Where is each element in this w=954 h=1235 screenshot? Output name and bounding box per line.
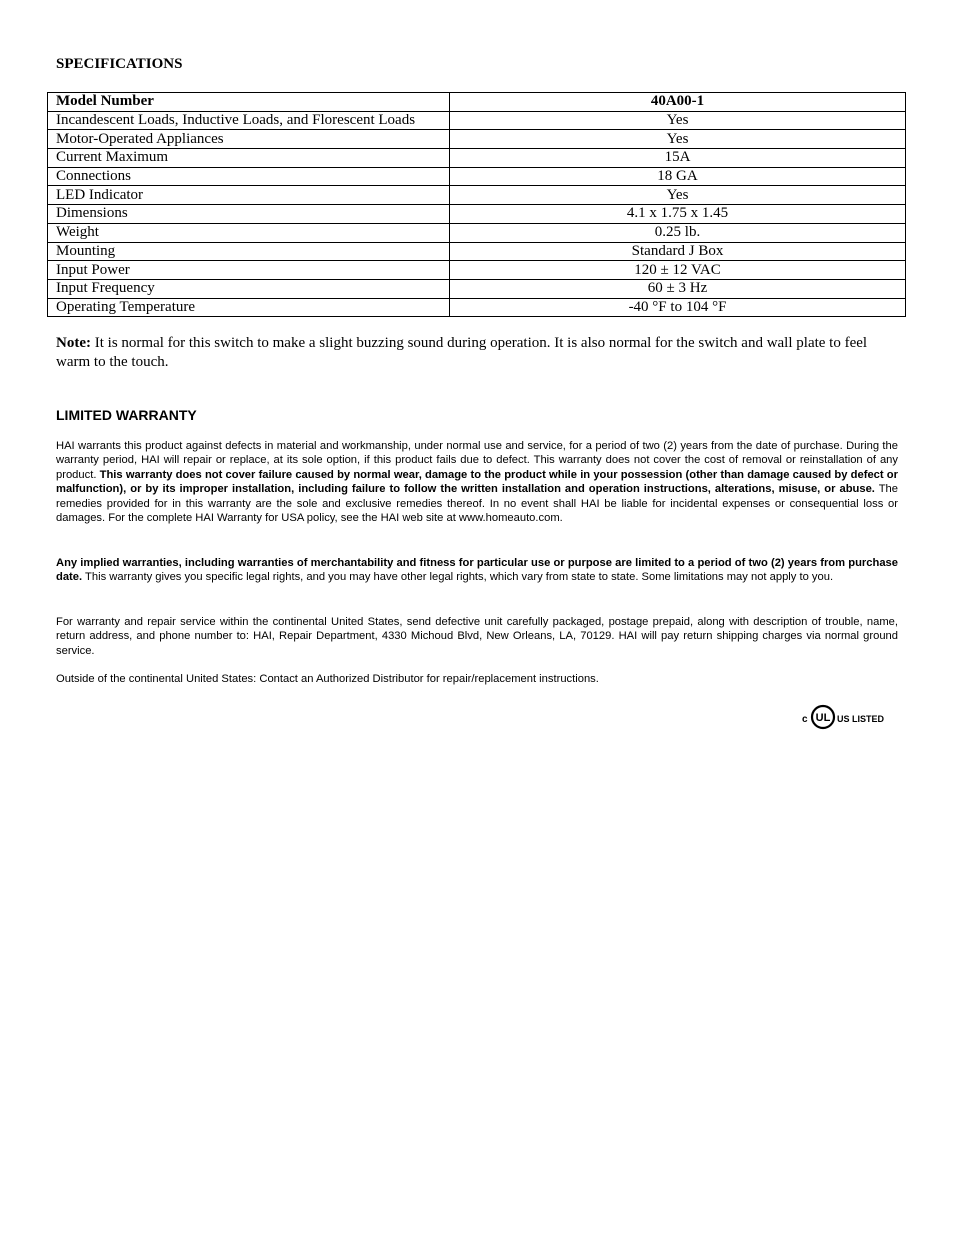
table-header-row (48, 93, 906, 112)
ul-us-listed-text: US LISTED (837, 714, 885, 724)
note-text: It is normal for this switch to make a slight buzzing sound during operation. It is also normal for the switch and wall plate to feel warm to the touch. (56, 335, 868, 370)
ul-center-mark: UL (815, 712, 831, 724)
spec-value: Standard J Box (450, 242, 906, 261)
specifications-table (47, 92, 906, 317)
table-row (48, 242, 906, 261)
spec-label: LED Indicator (48, 186, 450, 205)
ul-listed-mark-icon (802, 703, 888, 731)
spec-value: 0.25 lb. (450, 223, 906, 242)
spec-label: Motor-Operated Appliances (48, 130, 450, 149)
table-row (48, 298, 906, 317)
model-number-label: Model Number (48, 93, 450, 112)
warranty-p1-text-a: HAI warrants this product against defects in material and workmanship, under normal use and service, for a period of two (2) years from the date of purchase. During the warranty period, HAI will repair or replace, at its sole option, if this product fails due to defect. This warranty does not cover the cost of removal or reinstallation of any product. (56, 440, 898, 481)
spec-label: Mounting (48, 242, 450, 261)
warranty-p2-bold: Any implied warranties, including warranties of merchantability and fitness for particular use or purpose are limited to a period of two (2) years from purchase date. (56, 557, 898, 584)
spec-value: 60 ± 3 Hz (450, 279, 906, 298)
spec-value: Yes (450, 186, 906, 205)
spec-value: 4.1 x 1.75 x 1.45 (450, 205, 906, 224)
model-number-value: 40A00-1 (450, 93, 906, 112)
spec-label: Operating Temperature (48, 298, 450, 317)
table-row (48, 279, 906, 298)
ul-listed-logo (802, 703, 888, 731)
table-row (48, 111, 906, 130)
note-paragraph (56, 334, 896, 371)
ul-c-mark: c (802, 714, 808, 725)
table-row (48, 205, 906, 224)
warranty-paragraph-2 (56, 556, 898, 585)
spec-value: Yes (450, 130, 906, 149)
spec-label: Input Frequency (48, 279, 450, 298)
warranty-paragraph-4: Outside of the continental United States: Contact an Authorized Distributor for repair/replacement instructions. (56, 673, 599, 685)
specifications-heading: SPECIFICATIONS (56, 56, 183, 72)
spec-value: Yes (450, 111, 906, 130)
spec-label: Current Maximum (48, 149, 450, 168)
warranty-paragraph-1 (56, 439, 898, 525)
spec-label: Dimensions (48, 205, 450, 224)
table-row (48, 130, 906, 149)
warranty-p2-text: This warranty gives you specific legal rights, and you may have other legal rights, which vary from state to state. Some limitations may not apply to you. (82, 571, 834, 584)
warranty-paragraph-3: For warranty and repair service within the continental United States, send defective unit carefully packaged, postage prepaid, along with description of trouble, name, return address, and phone number to: HAI, Repair Department, 4330 Michoud Blvd, New Orleans, LA, 70129. HAI will pay return shipping charges via normal ground service. (56, 616, 898, 657)
spec-label: Input Power (48, 261, 450, 280)
note-label: Note: (56, 335, 91, 351)
table-row (48, 186, 906, 205)
spec-label: Weight (48, 223, 450, 242)
table-row (48, 223, 906, 242)
spec-label: Incandescent Loads, Inductive Loads, and Florescent Loads (48, 111, 450, 130)
warranty-p1-text-b: The remedies provided for in this warranty are the sole and exclusive remedies thereof. In no event shall HAI be liable for incidental expenses or consequential loss or damages. For the complete HAI Warranty for USA policy, see the HAI web site at www.homeauto.com. (56, 483, 899, 525)
limited-warranty-heading: LIMITED WARRANTY (56, 407, 197, 423)
spec-value: 15A (450, 149, 906, 168)
warranty-p1-bold: This warranty does not cover failure caused by normal wear, damage to the product while in your possession (other than damage caused by defect or malfunction), or by its improper installation, including failure to follow the written installation and operation instructions, alterations, misuse, or abuse. (56, 468, 898, 496)
table-row (48, 261, 906, 280)
spec-label: Connections (48, 167, 450, 186)
spec-value: -40 °F to 104 °F (450, 298, 906, 317)
table-row (48, 149, 906, 168)
spec-value: 18 GA (450, 167, 906, 186)
table-row (48, 167, 906, 186)
spec-value: 120 ± 12 VAC (450, 261, 906, 280)
